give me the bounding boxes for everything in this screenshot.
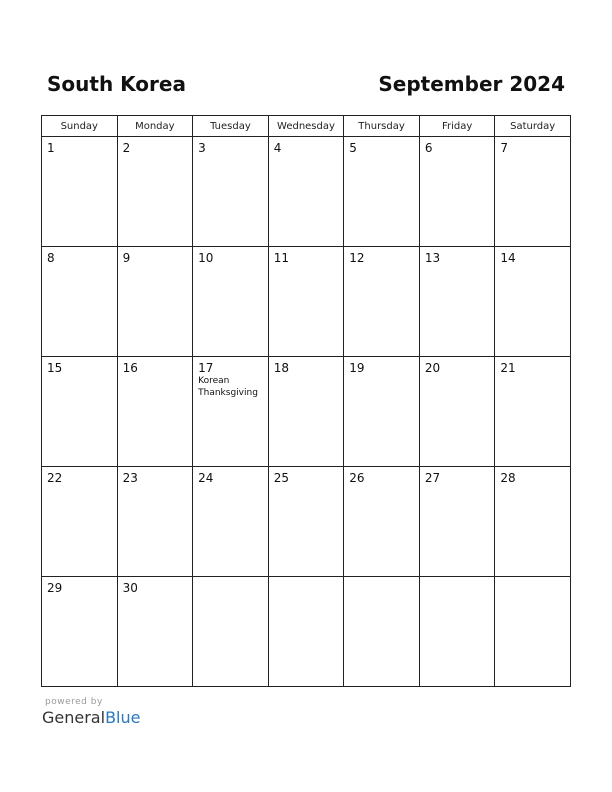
day-cell xyxy=(117,467,193,577)
day-number: 5 xyxy=(349,141,357,155)
brand-name-part2: Blue xyxy=(105,708,141,727)
day-number: 15 xyxy=(47,361,63,375)
day-number: 8 xyxy=(47,251,55,265)
weekday-tuesday: Tuesday xyxy=(193,116,269,137)
day-cell xyxy=(117,357,193,467)
day-cell xyxy=(42,357,118,467)
holiday-label: Korean Thanksgiving xyxy=(198,376,258,398)
day-cell xyxy=(495,467,571,577)
day-number: 19 xyxy=(349,361,365,375)
day-cell xyxy=(495,357,571,467)
day-cell xyxy=(42,467,118,577)
weekday-header-row xyxy=(42,116,571,137)
day-cell-empty xyxy=(419,577,495,687)
day-cell xyxy=(344,357,420,467)
day-number: 3 xyxy=(198,141,206,155)
day-cell xyxy=(344,137,420,247)
day-cell-empty xyxy=(193,577,269,687)
weekday-friday: Friday xyxy=(419,116,495,137)
day-number: 20 xyxy=(424,361,441,375)
day-cell xyxy=(193,247,269,357)
day-number: 25 xyxy=(273,471,289,485)
week-row-4 xyxy=(42,467,571,577)
day-cell xyxy=(268,137,344,247)
day-number: 12 xyxy=(349,251,365,265)
week-row-3 xyxy=(42,357,571,467)
country-title: South Korea xyxy=(47,72,186,96)
day-number: 21 xyxy=(500,361,516,375)
day-number: 17 xyxy=(198,361,214,375)
day-number: 24 xyxy=(198,471,214,485)
day-number: 9 xyxy=(122,251,131,265)
day-number: 22 xyxy=(47,471,63,485)
day-cell xyxy=(419,247,495,357)
day-cell xyxy=(268,467,344,577)
day-cell xyxy=(42,137,118,247)
day-number: 2 xyxy=(122,141,131,155)
day-number: 16 xyxy=(122,361,138,375)
day-number: 6 xyxy=(424,141,433,155)
day-cell xyxy=(344,247,420,357)
day-number: 26 xyxy=(349,471,365,485)
day-cell-holiday xyxy=(193,357,269,467)
day-cell xyxy=(495,247,571,357)
day-number: 13 xyxy=(424,251,441,265)
day-cell xyxy=(193,467,269,577)
day-number: 18 xyxy=(273,361,289,375)
day-number: 23 xyxy=(122,471,138,485)
weekday-sunday: Sunday xyxy=(42,116,118,137)
day-number: 28 xyxy=(500,471,516,485)
day-cell xyxy=(117,247,193,357)
weekday-wednesday: Wednesday xyxy=(268,116,344,137)
day-cell xyxy=(268,247,344,357)
day-cell-empty xyxy=(495,577,571,687)
day-cell xyxy=(419,137,495,247)
month-year-title: September 2024 xyxy=(378,72,565,96)
week-row-5 xyxy=(42,577,571,687)
day-cell xyxy=(419,467,495,577)
week-row-2 xyxy=(42,247,571,357)
weekday-monday: Monday xyxy=(117,116,193,137)
day-cell xyxy=(42,247,118,357)
day-number: 27 xyxy=(424,471,441,485)
day-number: 10 xyxy=(198,251,214,265)
calendar-grid xyxy=(41,115,571,687)
day-cell xyxy=(268,357,344,467)
day-cell xyxy=(419,357,495,467)
powered-by-text: powered by xyxy=(45,697,103,707)
day-number: 4 xyxy=(273,141,282,155)
day-number: 7 xyxy=(500,141,509,155)
day-number: 30 xyxy=(122,581,138,595)
day-cell xyxy=(495,137,571,247)
brand-name-part1: General xyxy=(42,708,106,727)
day-number: 11 xyxy=(273,251,289,265)
weekday-thursday: Thursday xyxy=(344,116,420,137)
day-cell xyxy=(117,577,193,687)
day-cell xyxy=(117,137,193,247)
day-cell-empty xyxy=(268,577,344,687)
day-number: 14 xyxy=(500,251,516,265)
day-number: 1 xyxy=(47,141,55,155)
weekday-saturday: Saturday xyxy=(495,116,571,137)
day-cell-empty xyxy=(344,577,420,687)
week-row-1 xyxy=(42,137,571,247)
day-cell xyxy=(344,467,420,577)
brand-logo[interactable] xyxy=(42,708,140,728)
day-number: 29 xyxy=(47,581,63,595)
day-cell xyxy=(193,137,269,247)
day-cell xyxy=(42,577,118,687)
